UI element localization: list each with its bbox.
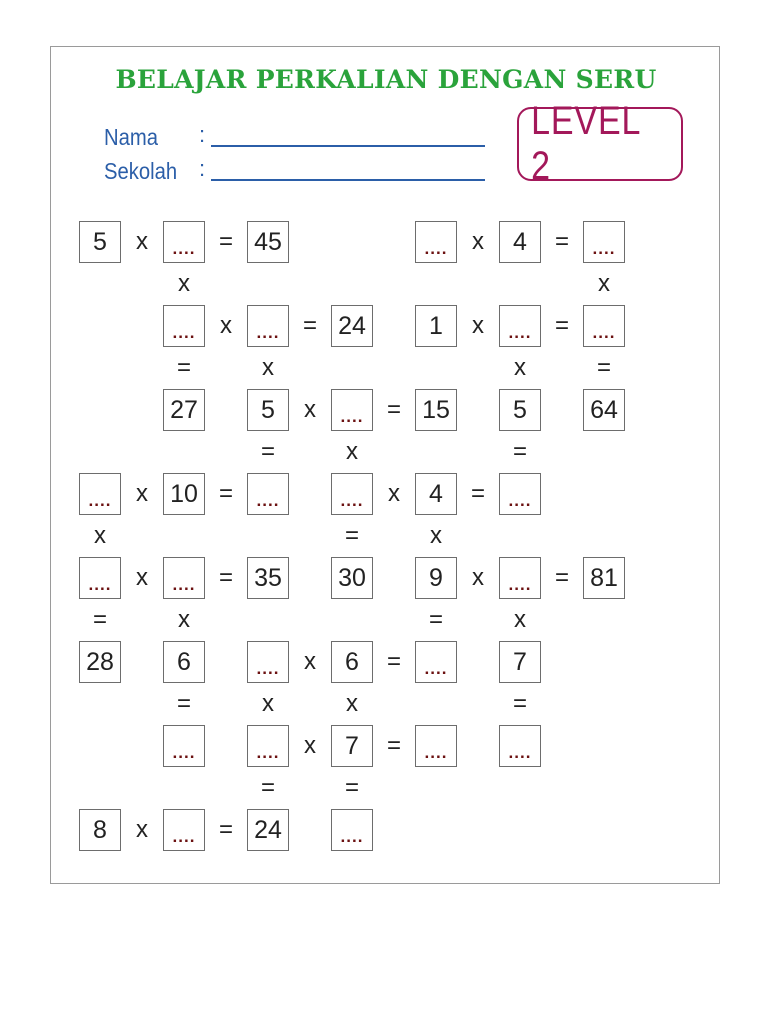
equals-sign-cell — [163, 347, 205, 389]
cell-text: x — [346, 690, 358, 717]
cell-text: .... — [172, 239, 196, 258]
equals-sign-cell — [205, 473, 247, 515]
cell-text: .... — [508, 575, 532, 594]
answer-blank-cell[interactable] — [583, 305, 625, 347]
cell-text: x — [472, 228, 484, 255]
cell-text: = — [386, 732, 401, 759]
equals-sign-cell — [457, 473, 499, 515]
cell-text: x — [136, 816, 148, 843]
answer-blank-cell[interactable] — [163, 305, 205, 347]
cell-text: 7 — [345, 731, 359, 760]
answer-blank-cell[interactable] — [163, 557, 205, 599]
equals-sign-cell — [205, 557, 247, 599]
answer-blank-cell[interactable] — [163, 221, 205, 263]
cell-text: .... — [340, 491, 364, 510]
school-colon: : — [199, 156, 206, 181]
cell-text: .... — [256, 743, 280, 762]
equals-sign-cell — [163, 683, 205, 725]
equals-sign-cell — [247, 767, 289, 809]
cell-text: = — [554, 564, 569, 591]
number-cell — [247, 809, 289, 851]
equals-sign-cell — [415, 599, 457, 641]
cell-text: 35 — [254, 563, 282, 592]
cell-text: = — [260, 438, 275, 465]
cell-text: .... — [88, 491, 112, 510]
cell-text: x — [136, 480, 148, 507]
number-cell — [247, 389, 289, 431]
number-cell — [415, 305, 457, 347]
cell-text: = — [470, 480, 485, 507]
number-cell — [331, 725, 373, 767]
multiply-sign-cell — [121, 221, 163, 263]
multiply-sign-cell — [457, 221, 499, 263]
equals-sign-cell — [499, 431, 541, 473]
cell-text: 4 — [429, 479, 443, 508]
number-cell — [415, 389, 457, 431]
equals-sign-cell — [205, 221, 247, 263]
cell-text: .... — [424, 659, 448, 678]
multiply-sign-cell — [121, 809, 163, 851]
equals-sign-cell — [373, 641, 415, 683]
multiply-sign-cell — [457, 557, 499, 599]
answer-blank-cell[interactable] — [163, 725, 205, 767]
cell-text: 45 — [254, 227, 282, 256]
school-label: Sekolah — [104, 158, 178, 184]
cell-text: = — [92, 606, 107, 633]
cell-text: 5 — [93, 227, 107, 256]
number-cell — [415, 473, 457, 515]
cell-text: .... — [256, 323, 280, 342]
answer-blank-cell[interactable] — [415, 221, 457, 263]
cell-text: .... — [508, 491, 532, 510]
multiply-sign-cell — [499, 347, 541, 389]
cell-text: 28 — [86, 647, 114, 676]
cell-text: .... — [172, 743, 196, 762]
number-cell — [247, 557, 289, 599]
cell-text: .... — [508, 323, 532, 342]
equals-sign-cell — [541, 557, 583, 599]
equals-sign-cell — [247, 431, 289, 473]
number-cell — [247, 221, 289, 263]
answer-blank-cell[interactable] — [499, 725, 541, 767]
number-cell — [163, 389, 205, 431]
puzzle-grid — [51, 47, 721, 885]
number-cell — [331, 305, 373, 347]
cell-text: 6 — [177, 647, 191, 676]
multiply-sign-cell — [121, 473, 163, 515]
answer-blank-cell[interactable] — [583, 221, 625, 263]
multiply-sign-cell — [79, 515, 121, 557]
cell-text: .... — [172, 575, 196, 594]
number-cell — [583, 389, 625, 431]
cell-text: x — [304, 732, 316, 759]
equals-sign-cell — [79, 599, 121, 641]
answer-blank-cell[interactable] — [247, 305, 289, 347]
cell-text: x — [388, 480, 400, 507]
cell-text: 15 — [422, 395, 450, 424]
cell-text: = — [512, 438, 527, 465]
cell-text: = — [176, 354, 191, 381]
name-colon: : — [199, 122, 206, 147]
multiply-sign-cell — [247, 347, 289, 389]
cell-text: = — [344, 522, 359, 549]
cell-text: 24 — [254, 815, 282, 844]
multiply-sign-cell — [583, 263, 625, 305]
cell-text: 9 — [429, 563, 443, 592]
multiply-sign-cell — [373, 473, 415, 515]
multiply-sign-cell — [331, 431, 373, 473]
answer-blank-cell[interactable] — [331, 389, 373, 431]
number-cell — [79, 221, 121, 263]
number-cell — [163, 641, 205, 683]
equals-sign-cell — [205, 809, 247, 851]
equals-sign-cell — [541, 305, 583, 347]
equals-sign-cell — [541, 221, 583, 263]
cell-text: = — [302, 312, 317, 339]
cell-text: = — [386, 396, 401, 423]
number-cell — [499, 389, 541, 431]
answer-blank-cell[interactable] — [499, 473, 541, 515]
multiply-sign-cell — [205, 305, 247, 347]
answer-blank-cell[interactable] — [415, 641, 457, 683]
cell-text: 1 — [429, 311, 443, 340]
cell-text: x — [304, 648, 316, 675]
cell-text: 24 — [338, 311, 366, 340]
number-cell — [499, 221, 541, 263]
multiply-sign-cell — [163, 263, 205, 305]
multiply-sign-cell — [163, 599, 205, 641]
multiply-sign-cell — [289, 725, 331, 767]
cell-text: 81 — [590, 563, 618, 592]
cell-text: .... — [508, 743, 532, 762]
answer-blank-cell[interactable] — [499, 305, 541, 347]
cell-text: x — [430, 522, 442, 549]
answer-blank-cell[interactable] — [331, 809, 373, 851]
multiply-sign-cell — [289, 641, 331, 683]
multiply-sign-cell — [289, 389, 331, 431]
number-cell — [499, 641, 541, 683]
cell-text: x — [136, 228, 148, 255]
cell-text: .... — [592, 239, 616, 258]
equals-sign-cell — [373, 725, 415, 767]
cell-text: .... — [172, 323, 196, 342]
multiply-sign-cell — [415, 515, 457, 557]
equals-sign-cell — [373, 389, 415, 431]
cell-text: 10 — [170, 479, 198, 508]
number-cell — [331, 641, 373, 683]
cell-text: x — [178, 270, 190, 297]
multiply-sign-cell — [247, 683, 289, 725]
cell-text: = — [428, 606, 443, 633]
equals-sign-cell — [499, 683, 541, 725]
multiply-sign-cell — [457, 305, 499, 347]
cell-text: x — [136, 564, 148, 591]
equals-sign-cell — [331, 515, 373, 557]
cell-text: 64 — [590, 395, 618, 424]
cell-text: .... — [256, 491, 280, 510]
cell-text: = — [596, 354, 611, 381]
number-cell — [415, 557, 457, 599]
cell-text: x — [220, 312, 232, 339]
cell-text: x — [514, 606, 526, 633]
cell-text: 5 — [261, 395, 275, 424]
name-label: Nama — [104, 124, 158, 150]
cell-text: 7 — [513, 647, 527, 676]
cell-text: .... — [256, 659, 280, 678]
number-cell — [583, 557, 625, 599]
cell-text: 4 — [513, 227, 527, 256]
cell-text: .... — [592, 323, 616, 342]
number-cell — [79, 641, 121, 683]
cell-text: x — [262, 690, 274, 717]
cell-text: x — [472, 312, 484, 339]
cell-text: x — [346, 438, 358, 465]
worksheet — [50, 46, 720, 884]
equals-sign-cell — [583, 347, 625, 389]
answer-blank-cell[interactable] — [331, 473, 373, 515]
cell-text: = — [218, 480, 233, 507]
number-cell — [331, 557, 373, 599]
answer-blank-cell[interactable] — [163, 809, 205, 851]
answer-blank-cell[interactable] — [499, 557, 541, 599]
answer-blank-cell[interactable] — [247, 641, 289, 683]
cell-text: = — [386, 648, 401, 675]
cell-text: .... — [340, 407, 364, 426]
cell-text: = — [554, 312, 569, 339]
cell-text: x — [472, 564, 484, 591]
cell-text: .... — [172, 827, 196, 846]
cell-text: 8 — [93, 815, 107, 844]
cell-text: x — [178, 606, 190, 633]
multiply-sign-cell — [499, 599, 541, 641]
cell-text: = — [218, 816, 233, 843]
equals-sign-cell — [289, 305, 331, 347]
cell-text: = — [554, 228, 569, 255]
answer-blank-cell[interactable] — [247, 725, 289, 767]
equals-sign-cell — [331, 767, 373, 809]
cell-text: = — [218, 228, 233, 255]
cell-text: .... — [340, 827, 364, 846]
cell-text: x — [514, 354, 526, 381]
cell-text: = — [260, 774, 275, 801]
cell-text: = — [344, 774, 359, 801]
cell-text: = — [218, 564, 233, 591]
cell-text: x — [304, 396, 316, 423]
level-text: LEVEL 2 — [531, 99, 640, 188]
cell-text: 30 — [338, 563, 366, 592]
number-cell — [79, 809, 121, 851]
worksheet-title: BELAJAR PERKALIAN DENGAN SERU — [115, 65, 657, 94]
cell-text: = — [512, 690, 527, 717]
cell-text: x — [94, 522, 106, 549]
cell-text: 27 — [170, 395, 198, 424]
multiply-sign-cell — [331, 683, 373, 725]
answer-blank-cell[interactable] — [415, 725, 457, 767]
cell-text: .... — [424, 239, 448, 258]
cell-text: .... — [88, 575, 112, 594]
cell-text: .... — [424, 743, 448, 762]
cell-text: 5 — [513, 395, 527, 424]
answer-blank-cell[interactable] — [79, 557, 121, 599]
answer-blank-cell[interactable] — [79, 473, 121, 515]
cell-text: 6 — [345, 647, 359, 676]
cell-text: = — [176, 690, 191, 717]
cell-text: x — [262, 354, 274, 381]
multiply-sign-cell — [121, 557, 163, 599]
answer-blank-cell[interactable] — [247, 473, 289, 515]
number-cell — [163, 473, 205, 515]
cell-text: x — [598, 270, 610, 297]
